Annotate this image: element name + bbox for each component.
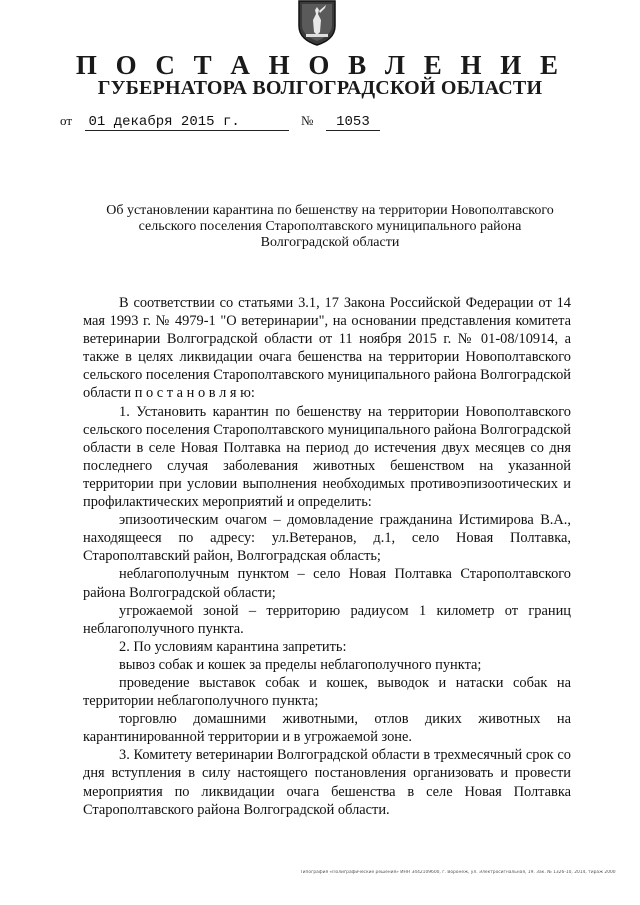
- number-label: №: [301, 113, 314, 128]
- document-subject: [70, 203, 590, 251]
- body-paragraph: 3. Комитету ветеринарии Волгоградской области в трехмесячный срок со дня вступления в силу настоящего постановления организовать и провести мероприятия по ликвидации очага бешенства в селе Новая Полтавка Старополтавского района Волгоградской области.: [83, 747, 571, 818]
- body-paragraph: эпизоотическим очагом – домовладение гражданина Истимирова В.А., находящееся по адресу: ул.Ветеранов, д.1, село Новая Полтавка, Старополтавский район, Волгоградская область;: [83, 512, 571, 565]
- print-imprint: Типография «Полиграфические решения» ИНН 3442109600, г. Воронеж, ул. Электросигнальная, 19. Зак. № 1326-10, 2014, тираж 2000: [300, 870, 616, 875]
- subject-line: Об установлении карантина по бешенству на территории Новополтавского: [106, 203, 554, 218]
- subject-line: сельского поселения Старополтавского муниципального района: [138, 219, 522, 234]
- body-paragraph: торговлю домашними животными, отлов диких животных на карантинированной территории и в угрожаемой зоне.: [83, 711, 571, 746]
- body-paragraph: вывоз собак и кошек за пределы неблагополучного пункта;: [119, 656, 482, 673]
- number-field: 1053: [326, 114, 380, 131]
- date-from-label: от: [60, 113, 73, 128]
- decree-word: п о с т а н о в л я ю:: [134, 385, 255, 402]
- body-paragraph: неблагополучным пунктом – село Новая Полтавка Старополтавского района Волгоградской области;: [83, 566, 571, 601]
- date-field: 01 декабря 2015 г.: [85, 114, 289, 131]
- body-paragraph: угрожаемой зоной – территорию радиусом 1 километр от границ неблагополучного пункта.: [83, 602, 571, 637]
- intro-text: В соответствии со статьями 3.1, 17 Закона Российской Федерации от 14 мая 1993 г. № 4979-1 "О ветеринарии", на основании представления комитета ветеринарии Волгоградской области от 11 ноября 2015 г. № 01-08/10914, а также в целях ликвидации очага бешенства на территории Новополтавского сельского поселения Старополтавского муниципального района Волгоградской области: [83, 295, 571, 402]
- body-paragraph: проведение выставок собак и кошек, выводок и натаски собак на территории неблагополучного пункта;: [83, 674, 571, 710]
- volgograd-coat-of-arms-icon: [297, 0, 337, 46]
- subject-line: Волгоградской области: [260, 235, 400, 250]
- document-body: [83, 294, 571, 819]
- document-subtitle: ГУБЕРНАТОРА ВОЛГОГРАДСКОЙ ОБЛАСТИ: [97, 77, 543, 99]
- body-paragraph: 1. Установить карантин по бешенству на территории Новополтавского сельского поселения Старополтавского муниципального района Волгоградской области в селе Новая Полтавка на период до истечения двух месяцев со дня последнего случая заболевания животных бешенством на указанной территории при условии выполнения необходимых противоэпизоотических и профилактических мероприятий и определить:: [83, 403, 571, 511]
- dateline: [60, 113, 380, 135]
- body-paragraph: 2. По условиям карантина запретить:: [119, 638, 347, 655]
- document-title: П О С Т А Н О В Л Е Н И Е: [75, 50, 565, 80]
- body-paragraph-intro: [83, 294, 571, 403]
